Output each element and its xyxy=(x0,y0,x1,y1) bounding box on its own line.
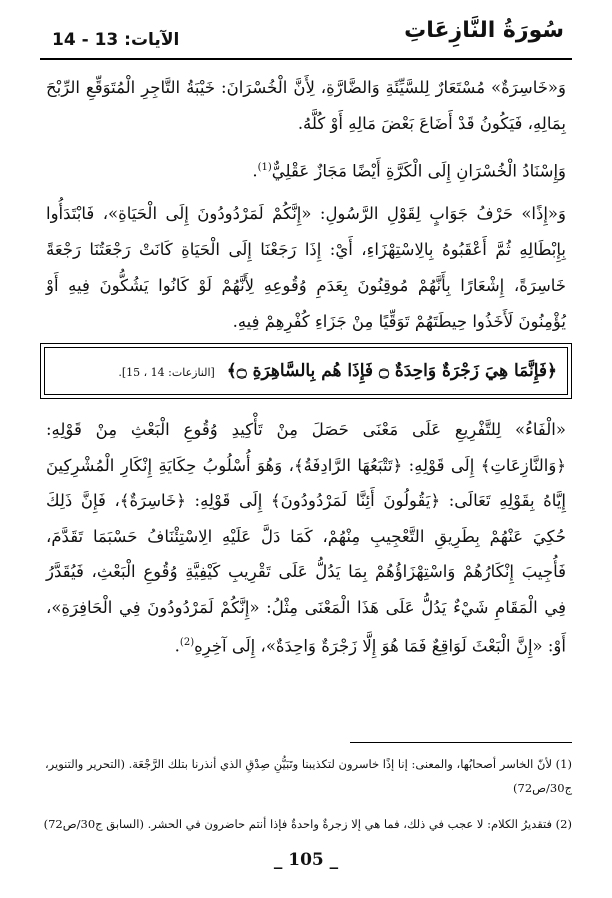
quran-verse-box xyxy=(44,347,568,395)
paragraph-khasira: وَ«خَاسِرَةٌ» مُسْتَعَارٌ لِلسَّيِّئَةِ وَالضَّارَّةِ، لِأَنَّ الْخُسْرَانَ: خَيْبَةُ التَّاجِرِ الْمُتَوَقِّعِ الرِّبْحَ بِمَالِهِ، فَيَكُونُ قَدْ أَضَاعَ بَعْضَ مَالِهِ أَوْ كُلَّهُ. xyxy=(46,78,566,133)
footnotes xyxy=(40,752,572,836)
verse-text: ﴿فَإِنَّمَا هِيَ زَجْرَةٌ وَاحِدَةٌ ۝ فَإِذَا هُم بِالسَّاهِرَةِ ۝﴾ xyxy=(226,361,557,381)
ayat-range: الآيات: 13 - 14 xyxy=(52,30,180,50)
paragraph-isnad: وَإِسْنَادُ الْخُسْرَانِ إِلَى الْكَرَّةِ أَيْضًا مَجَازٌ عَقْلِيٌّ$^{(1)}$. xyxy=(252,161,566,181)
footnote-marker-2: (2) xyxy=(179,637,195,648)
paragraph-idha: وَ«إِذًا» حَرْفُ جَوَابٍ لِقَوْلِ الرَّسُولِ: «إِنَّكُمْ لَمَرْدُودُونَ إِلَى الْحَيَاةِ»، فَابْتَدَأُوا بِإِبْطَالِهِ ثُمَّ أَعْقَبُوهُ بِالِاسْتِهْزَاءِ، أَيْ: إِذَا رَجَعْنَا إِلَى الْحَيَاةِ كَانَتْ رَجْعَتُنَا رَجْعَةً خَاسِرَةً، إِشْعَارًا بِأَنَّهُمْ مُوقِنُونَ بِعَدَمِ وُقُوعِهِ لِأَنَّهُمْ لَوْ كَانُوا يَشُكُّونَ فِيهِ أَوْ يُؤْمِنُونَ لَأَخَذُوا حِيطَتَهُمْ تَوَقِّيًا مِنْ جَزَاءِ كُفْرِهِمْ فِيهِ. xyxy=(46,204,567,331)
paragraph-commentary-text: «الْفَاءُ» لِلتَّفْرِيعِ عَلَى مَعْنَى حَصَلَ مِنْ تَأْكِيدِ وُقُوعِ الْبَعْثِ مِنْ قَوْلِهِ: ﴿وَالنَّازِعَاتِ﴾ إِلَى قَوْلِهِ: ﴿تَتْبَعُهَا الرَّادِفَةُ﴾، وَهُوَ أُسْلُوبُ حِكَايَةِ إِنْكَارِ الْمُشْرِكِينَ إِيَّاهُ بِقَوْلِهِ تَعَالَى: ﴿يَقُولُونَ أَئِنَّا لَمَرْدُودُونَ﴾ إِلَى قَوْلِهِ: ﴿خَاسِرَةٌ﴾، فَإِنَّ ذَلِكَ حُكِيَ عَنْهُمْ بِطَرِيقِ التَّعْجِيبِ مِنْهُمْ، كَمَا دَلَّ عَلَيْهِ الِاسْتِئْنَافُ حَسْبَمَا تَقَدَّمَ، فَأُجِيبَ إِنْكَارُهُمْ وَاسْتِهْزَاؤُهُمْ بِمَا يَدُلُّ عَلَى تَقْرِيبِ كَيْفِيَّةِ وُقُوعِ الْبَعْثِ، فَيُقَدَّرُ فِي الْمَقَامِ شَيْءٌ يَدُلُّ عَلَى هَذَا الْمَعْنَى مِثْلُ: «إِنَّكُمْ لَمَرْدُودُونَ فِي الْحَافِرَةِ»، أَوْ: «إِنَّ الْبَعْثَ لَوَاقِعٌ فَمَا هُوَ إِلَّا زَجْرَةٌ وَاحِدَةٌ»، إِلَى آخِرِهِ xyxy=(46,420,566,656)
page-number: _ 105 _ xyxy=(273,850,339,870)
surah-title: سُورَةُ النَّازِعَاتِ xyxy=(404,18,564,43)
page-header xyxy=(40,16,572,60)
footnote-divider xyxy=(350,742,572,743)
footnote-1: (1) لأنّ الخاسر أصحابُها، والمعنى: إنا إذًا خاسرون لتكذيبنا وتَبَيُّنِ صِدْقِ الذي أنذرنا بتلك الرَّجْعَة. (التحرير والتنوير، ج30/ص72) xyxy=(44,757,572,795)
footnote-marker-1: (1) xyxy=(257,162,272,173)
header-divider xyxy=(40,58,572,60)
paragraph-isnad-text: وَإِسْنَادُ الْخُسْرَانِ إِلَى الْكَرَّةِ أَيْضًا مَجَازٌ عَقْلِيٌّ xyxy=(271,161,566,181)
paragraph-commentary: «الْفَاءُ» لِلتَّفْرِيعِ عَلَى مَعْنَى حَصَلَ مِنْ تَأْكِيدِ وُقُوعِ الْبَعْثِ مِنْ قَوْلِهِ: ﴿وَالنَّازِعَاتِ﴾ إِلَى قَوْلِهِ: ﴿تَتْبَعُهَا الرَّادِفَةُ﴾، وَهُوَ أُسْلُوبُ حِكَايَةِ إِنْكَارِ الْمُشْرِكِينَ إِيَّاهُ بِقَوْلِهِ تَعَالَى: ﴿يَقُولُونَ أَئِنَّا لَمَرْدُودُونَ﴾ إِلَى قَوْلِهِ: ﴿خَاسِرَةٌ﴾، فَإِنَّ ذَلِكَ حُكِيَ عَنْهُمْ بِطَرِيقِ التَّعْجِيبِ مِنْهُمْ، كَمَا دَلَّ عَلَيْهِ الِاسْتِئْنَافُ حَسْبَمَا تَقَدَّمَ، فَأُجِيبَ إِنْكَارُهُمْ وَاسْتِهْزَاؤُهُمْ بِمَا يَدُلُّ عَلَى تَقْرِيبِ كَيْفِيَّةِ وُقُوعِ الْبَعْثِ، فَيُقَدَّرُ فِي الْمَقَامِ شَيْءٌ يَدُلُّ عَلَى هَذَا الْمَعْنَى مِثْلُ: «إِنَّكُمْ لَمَرْدُودُونَ فِي الْحَافِرَةِ»، أَوْ: «إِنَّ الْبَعْثَ لَوَاقِعٌ فَمَا هُوَ إِلَّا زَجْرَةٌ وَاحِدَةٌ»، إِلَى آخِرِهِ$^{(2)}$. xyxy=(46,420,566,656)
verse-reference: [النازعات: 14 ، 15]. xyxy=(118,366,215,379)
footnote-2: (2) فتقديرُ الكلام: لا عجب في ذلك، فما هي إلا زجرةٌ واحدةٌ فإذا أنتم حاضرون في الحشر. (السابق ج30/ص72) xyxy=(43,817,572,831)
